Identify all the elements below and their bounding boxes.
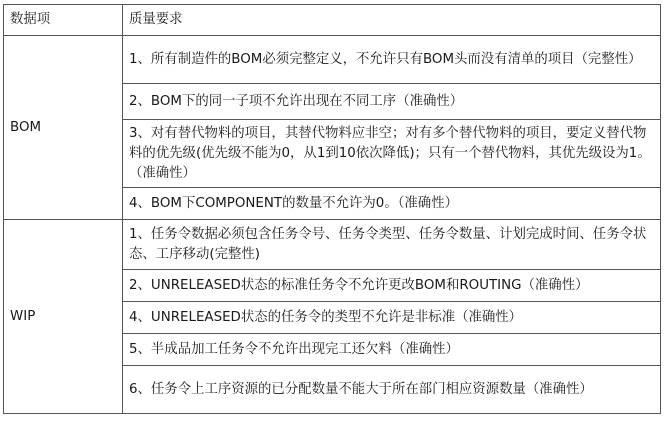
- requirement-cell: 5、半成品加工任务令不允许出现完工还欠料（准确性）: [123, 334, 661, 366]
- header-row: [4, 5, 661, 36]
- category-wip: WIP: [4, 220, 123, 414]
- requirement-cell: 3、对有替代物料的项目，其替代物料应非空；对有多个替代物料的项目，要定义替代物料的优先级(优先级不能为0，从1到10依次降低)；只有一个替代物料，其优先级设为1。（准确性）: [123, 120, 661, 188]
- requirement-cell: 4、UNRELEASED状态的任务令的类型不允许是非标准（准确性）: [123, 302, 661, 334]
- category-bom: BOM: [4, 36, 123, 220]
- requirement-cell: 2、UNRELEASED状态的标准任务令不允许更改BOM和ROUTING（准确性）: [123, 270, 661, 302]
- data-quality-table: [3, 4, 661, 414]
- table-row: [4, 36, 661, 84]
- requirement-cell: 1、任务令数据必须包含任务令号、任务令类型、任务令数量、计划完成时间、任务令状态、工序移动(完整性): [123, 220, 661, 270]
- requirement-cell: 4、BOM下COMPONENT的数量不允许为0。（准确性）: [123, 188, 661, 220]
- requirement-cell: 1、所有制造件的BOM必须完整定义，不允许只有BOM头而没有清单的项目（完整性）: [123, 36, 661, 84]
- requirement-cell: 6、任务令上工序资源的已分配数量不能大于所在部门相应资源数量（准确性）: [123, 366, 661, 414]
- requirement-cell: 2、BOM下的同一子项不允许出现在不同工序（准确性）: [123, 84, 661, 120]
- table-row: [4, 220, 661, 270]
- header-data-item: 数据项: [4, 5, 123, 36]
- header-quality-requirement: 质量要求: [123, 5, 661, 36]
